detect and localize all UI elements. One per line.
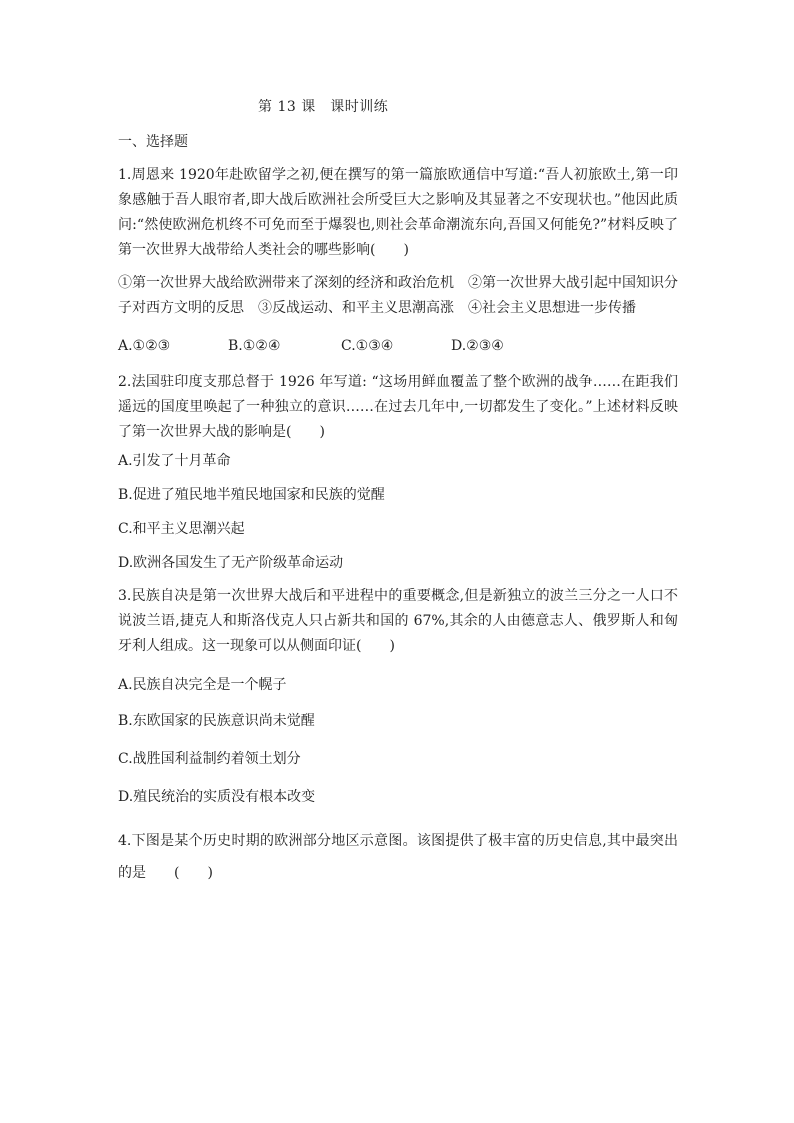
question-2-option-a: A.引发了十月革命 xyxy=(118,453,231,469)
question-1-option-d: D.②③④ xyxy=(451,338,504,354)
question-3-option-a: A.民族自决完全是一个幌子 xyxy=(118,677,287,693)
lesson-title: 第 13 课 课时训练 xyxy=(258,99,389,115)
question-3-option-b: B.东欧国家的民族意识尚未觉醒 xyxy=(118,713,315,729)
question-4-stem: 4.下图是某个历史时期的欧洲部分地区示意图。该图提供了极丰富的历史信息,其中最突出的是 ( ) xyxy=(118,833,678,881)
question-2-stem: 2.法国驻印度支那总督于 1926 年写道: “这场用鲜血覆盖了整个欧洲的战争……在距我们遥远的国度里唤起了一种独立的意识……在过去几年中,一切都发生了变化。”上述材料反映了第一次世界大战的影响是( ) xyxy=(118,374,678,440)
question-3-option-c: C.战胜国利益制约着领土划分 xyxy=(118,751,301,767)
question-3-option-d: D.殖民统治的实质没有根本改变 xyxy=(118,789,316,805)
question-1-stem: 1.周恩来 1920年赴欧留学之初,便在撰写的第一篇旅欧通信中写道:“吾人初旅欧土,第一印象感触于吾人眼帘者,即大战后欧洲社会所受巨大之影响及其显著之不安现状也。”他因此质问:“然使欧洲危机终不可免而至于爆裂也,则社会革命潮流东向,吾国又何能免?”材料反映了第一次世界大战带给人类社会的哪些影响( ) xyxy=(118,167,678,258)
question-2-option-b: B.促进了殖民地半殖民地国家和民族的觉醒 xyxy=(118,487,385,503)
question-1-option-b: B.①②④ xyxy=(228,338,281,354)
question-1-statements: ①第一次世界大战给欧洲带来了深刻的经济和政治危机 ②第一次世界大战引起中国知识分子对西方文明的反思 ③反战运动、和平主义思潮高涨 ④社会主义思想进一步传播 xyxy=(118,275,678,316)
question-1-option-a: A.①②③ xyxy=(118,338,171,354)
question-3-stem: 3.民族自决是第一次世界大战后和平进程中的重要概念,但是新独立的波兰三分之一人口不说波兰语,捷克人和斯洛伐克人只占新共和国的 67%,其余的人由德意志人、俄罗斯人和匈牙利人组成。这一现象可以从侧面印证( ) xyxy=(118,588,678,654)
section-heading: 一、选择题 xyxy=(118,134,188,150)
question-1-options xyxy=(118,338,678,360)
question-1-option-c: C.①③④ xyxy=(341,338,394,354)
question-2-option-d: D.欧洲各国发生了无产阶级革命运动 xyxy=(118,555,344,571)
question-2-option-c: C.和平主义思潮兴起 xyxy=(118,521,245,537)
